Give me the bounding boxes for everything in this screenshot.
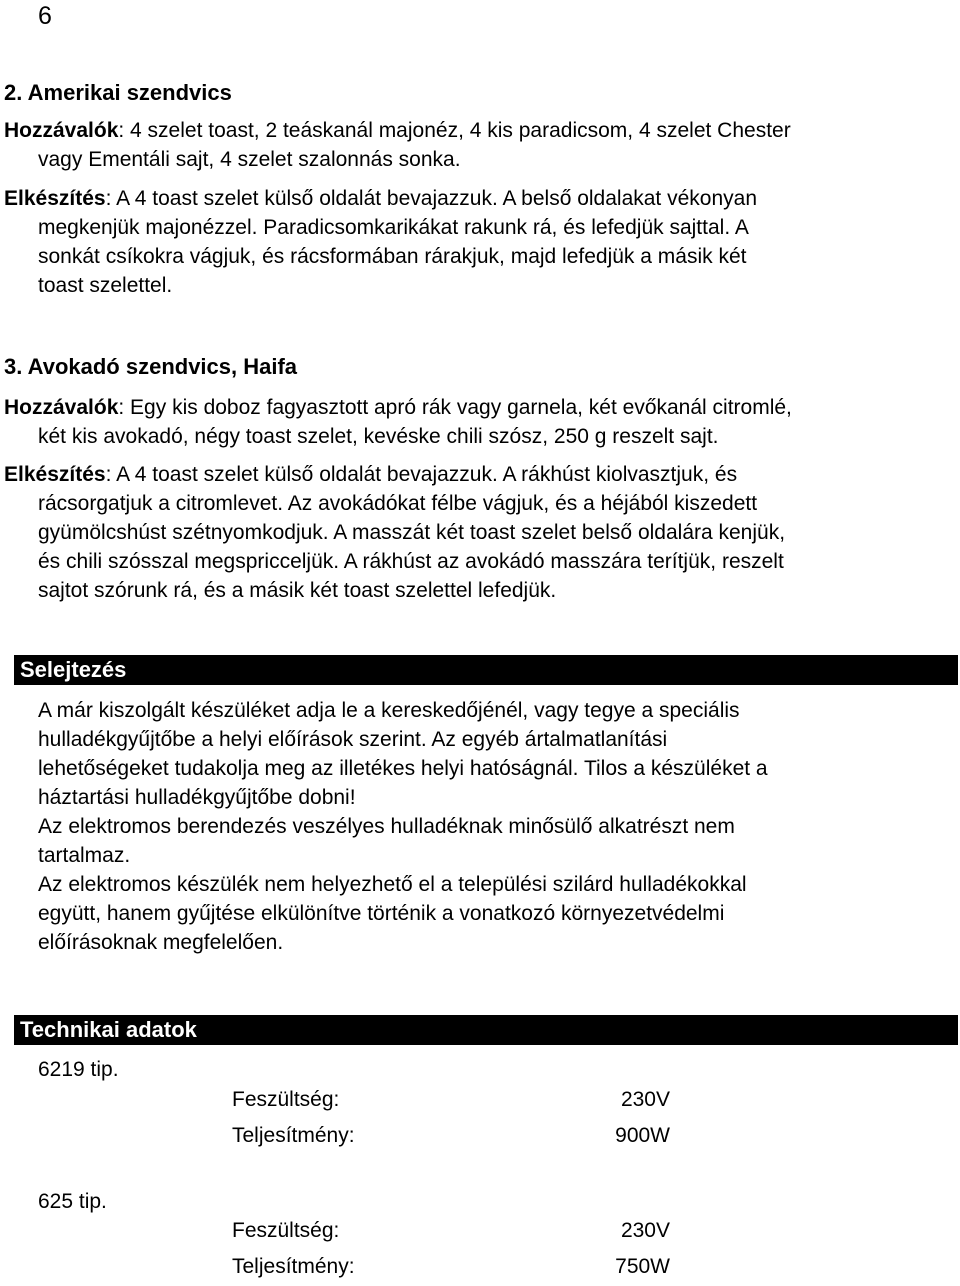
recipe-2-preparation: Elkészítés: A 4 toast szelet külső oldalát bevajazzuk. A belső oldalakat vékonyan megkenjük majonézzel. Paradicsomkarikákat rakunk rá, és lefedjük sajttal. A sonkát csíkokra vágjuk, és rácsformában rárakjuk, majd lefedjük a másik két toast szelettel.: [4, 187, 757, 297]
ingredients-label: Hozzávalók: [4, 396, 119, 419]
voltage-label: Feszültség:: [232, 1088, 340, 1111]
disposal-section-header: Selejtezés: [14, 655, 958, 685]
preparation-label: Elkészítés: [4, 463, 106, 486]
tech-section-header: Technikai adatok: [14, 1015, 958, 1045]
disposal-text: A már kiszolgált készüléket adja le a kereskedőjénél, vagy tegye a speciális hulladékgyűjtőbe a helyi előírások szerint. Az egyéb ártalmatlanítási lehetőségeket tudakolja meg az illetékes helyi hatóságnál. Tilos a készüléket a háztartási hulladékgyűjtőbe dobni! Az elektromos berendezés veszélyes hulladéknak minősülő alkatrészt nem tartalmaz. Az elektromos készülék nem helyezhető el a települési szilárd hulladékokkal együtt, hanem gyűjtése elkülönítve történik a vonatkozó környezetvédelmi előírásoknak megfelelően.: [38, 699, 768, 954]
recipe-3-preparation: Elkészítés: A 4 toast szelet külső oldalát bevajazzuk. A rákhúst kiolvasztjuk, és rácsorgatjuk a citromlevet. Az avokádókat félbe vágjuk, és a héjából kiszedett gyümölcshúst szétnyomkodjuk. A masszát két toast szelet belső oldalára kenjük, és chili szósszal megspricceljük. A rákhúst az avokádó masszára terítjük, reszelt sajtot szórunk rá, és a másik két toast szelettel lefedjük.: [4, 463, 786, 602]
model-name: 6219 tip.: [38, 1058, 119, 1081]
recipe-2-title: 2. Amerikai szendvics: [4, 80, 232, 105]
power-value: 750W: [615, 1255, 670, 1278]
recipe-3-title: 3. Avokadó szendvics, Haifa: [4, 354, 298, 379]
voltage-value: 230V: [620, 1219, 670, 1242]
ingredients-label: Hozzávalók: [4, 119, 119, 142]
recipe-3-ingredients: Hozzávalók: Egy kis doboz fagyasztott apró rák vagy garnela, két evőkanál citromlé, két kis avokadó, négy toast szelet, kevéske chili szósz, 250 g reszelt sajt.: [4, 396, 792, 448]
power-label: Teljesítmény:: [232, 1255, 355, 1278]
voltage-label: Feszültség:: [232, 1219, 340, 1242]
voltage-value: 230V: [620, 1088, 670, 1111]
recipe-2-ingredients: Hozzávalók: 4 szelet toast, 2 teáskanál majonéz, 4 kis paradicsom, 4 szelet Chester vagy Ementáli sajt, 4 szelet szalonnás sonka.: [4, 119, 791, 171]
model-name: 625 tip.: [38, 1190, 107, 1213]
power-value: 900W: [615, 1124, 670, 1147]
power-label: Teljesítmény:: [232, 1124, 355, 1147]
preparation-label: Elkészítés: [4, 187, 106, 210]
page-number: 6: [38, 2, 52, 30]
